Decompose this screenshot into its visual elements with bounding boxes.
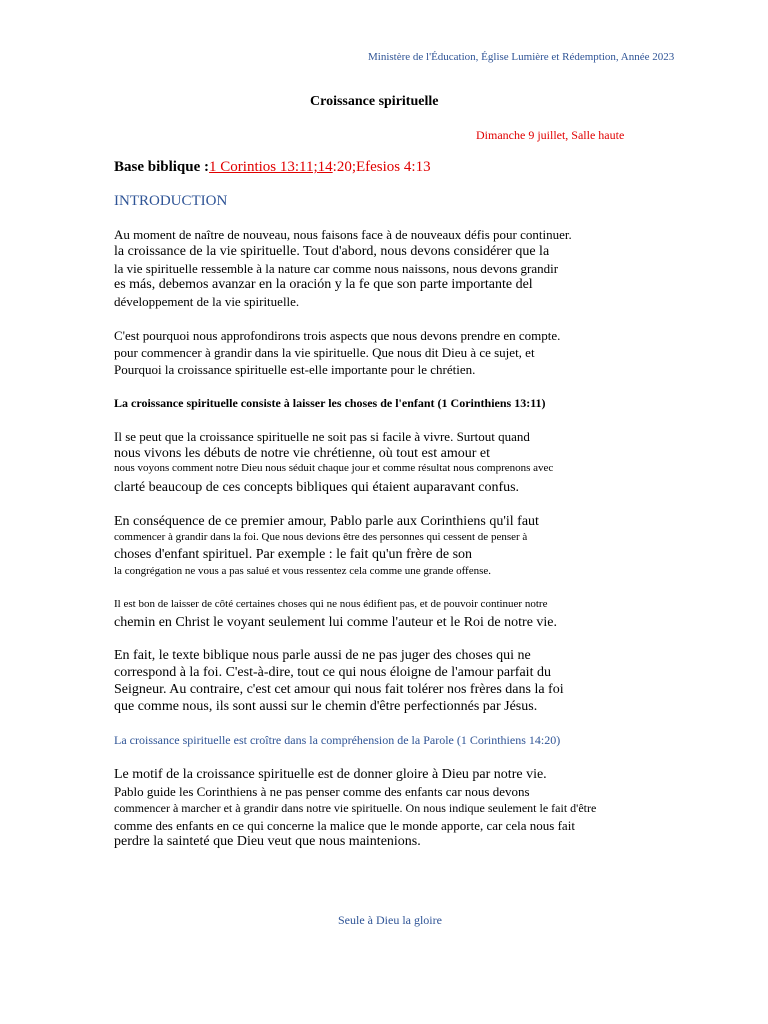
p6-line: que comme nous, ils sont aussi sur le chemin d'être perfectionnés par Jésus. (114, 699, 538, 714)
intro-heading: INTRODUCTION (114, 193, 228, 209)
p2-line: C'est pourquoi nous approfondirons trois aspects que nous devons prendre en compte. (114, 328, 561, 343)
base-label: Base biblique : (114, 159, 210, 175)
p3-line: clarté beaucoup de ces concepts bibliques qui étaient auparavant confus. (114, 480, 520, 495)
page-title: Croissance spirituelle (310, 94, 439, 109)
section2-heading: La croissance spirituelle est croître dans la compréhension de la Parole (1 Corinthiens 14:20) (114, 733, 561, 747)
base-ref-rest: :20;Efesios 4:13 (332, 159, 431, 175)
p3-line: nous voyons comment notre Dieu nous séduit chaque jour et comme résultat nous comprenons avec (114, 462, 554, 474)
p5-line: chemin en Christ le voyant seulement lui comme l'auteur et le Roi de notre vie. (114, 615, 558, 630)
p1-line: développement de la vie spirituelle. (114, 294, 300, 309)
p4-line: En conséquence de ce premier amour, Pablo parle aux Corinthiens qu'il faut (114, 514, 539, 529)
p7-line: Pablo guide les Corinthiens à ne pas penser comme des enfants car nous devons (114, 784, 530, 799)
p3-line: nous vivons les débuts de notre vie chrétienne, où tout est amour et (114, 446, 490, 461)
p6-line: Seigneur. Au contraire, c'est cet amour qui nous fait tolérer nos frères dans la foi (114, 682, 564, 697)
p2-line: Pourquoi la croissance spirituelle est-elle importante pour le chrétien. (114, 362, 476, 377)
section1-heading: La croissance spirituelle consiste à laisser les choses de l'enfant (1 Corinthiens 13:11) (114, 396, 546, 410)
p5-line: Il est bon de laisser de côté certaines choses qui ne nous édifient pas, et de pouvoir continuer notre (114, 598, 548, 610)
p6-line: En fait, le texte biblique nous parle aussi de ne pas juger des choses qui ne (114, 648, 531, 663)
p4-line: commencer à grandir dans la foi. Que nous devions être des personnes qui cessent de penser à (114, 531, 528, 543)
p7-line: Le motif de la croissance spirituelle est de donner gloire à Dieu par notre vie. (114, 767, 547, 782)
p1-line: la vie spirituelle ressemble à la nature car comme nous naissons, nous devons grandir (114, 261, 559, 276)
date-line: Dimanche 9 juillet, Salle haute (476, 128, 625, 142)
p7-line: commencer à marcher et à grandir dans notre vie spirituelle. On nous indique seulement le fait d'être (114, 801, 597, 815)
p1-line: es más, debemos avanzar en la oración y la fe que son parte importante del (114, 277, 533, 292)
base-biblique (114, 159, 431, 176)
p1-line: Au moment de naître de nouveau, nous faisons face à de nouveaux défis pour continuer. (114, 227, 572, 242)
p4-line: la congrégation ne vous a pas salué et vous ressentez cela comme une grande offense. (114, 565, 492, 577)
p2-line: pour commencer à grandir dans la vie spirituelle. Que nous dit Dieu à ce sujet, et (114, 345, 535, 360)
footer-text: Seule à Dieu la gloire (338, 913, 442, 927)
p7-line: comme des enfants en ce qui concerne la malice que le monde apporte, car cela nous fait (114, 818, 575, 833)
header-ministry: Ministère de l'Éducation, Église Lumière et Rédemption, Année 2023 (368, 51, 675, 63)
p7-line: perdre la sainteté que Dieu veut que nous maintenions. (114, 834, 421, 849)
p4-line: choses d'enfant spirituel. Par exemple : le fait qu'un frère de son (114, 547, 473, 562)
p6-line: correspond à la foi. C'est-à-dire, tout ce qui nous éloigne de l'amour parfait du (114, 665, 551, 680)
base-ref-link[interactable]: 1 Corintios 13:11;14 (209, 159, 333, 175)
p3-line: Il se peut que la croissance spirituelle ne soit pas si facile à vivre. Surtout quand (114, 429, 530, 444)
p1-line: la croissance de la vie spirituelle. Tout d'abord, nous devons considérer que la (114, 244, 550, 259)
